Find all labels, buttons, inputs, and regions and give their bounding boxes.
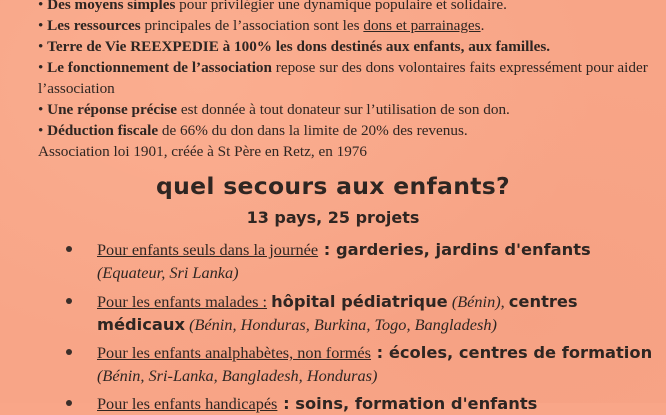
list-item: Pour les enfants analphabètes, non formés : écoles, centres de formation (Bénin, Sri-Lanka, Bangladesh, Honduras) bbox=[66, 341, 666, 387]
bullet-icon bbox=[66, 298, 72, 304]
bullet-icon bbox=[66, 400, 72, 406]
bullet-icon bbox=[66, 349, 72, 355]
fact-precise-answer: • Une réponse précise est donnée à tout donateur sur l’utilisation de son don. bbox=[38, 101, 510, 118]
aid-list bbox=[66, 234, 666, 411]
list-item: Pour les enfants handicapés : soins, formation d'enfants bbox=[66, 392, 666, 415]
section-heading: quel secours aux enfants? bbox=[156, 172, 510, 200]
fact-tax-deduction: • Déduction fiscale de 66% du don dans la limite de 20% des revenus. bbox=[38, 122, 468, 139]
fact-resources: • Les ressources principales de l’association sont les dons et parrainages. bbox=[38, 17, 485, 34]
section-subheading: 13 pays, 25 projets bbox=[246, 208, 420, 227]
list-item: Pour les enfants malades : hôpital pédiatrique (Bénin), centres médicaux (Bénin, Honduras, Burkina, Togo, Bangladesh) bbox=[66, 290, 666, 336]
association-facts bbox=[38, 0, 658, 162]
fact-functioning: • Le fonctionnement de l’association repose sur des dons volontaires faits expressément pour aider l’association bbox=[38, 59, 648, 97]
association-legal-line: Association loi 1901, créée à St Père en Retz, en 1976 bbox=[38, 143, 367, 160]
fact-simple-means: • Des moyens simples pour privilégier une dynamique populaire et solidaire. bbox=[38, 0, 507, 13]
bullet-icon bbox=[66, 246, 72, 252]
fact-reexpedie: • Terre de Vie REEXPEDIE à 100% les dons destinés aux enfants, aux familles. bbox=[38, 38, 551, 55]
list-item: Pour enfants seuls dans la journée : garderies, jardins d'enfants (Equateur, Sri Lanka) bbox=[66, 238, 666, 284]
